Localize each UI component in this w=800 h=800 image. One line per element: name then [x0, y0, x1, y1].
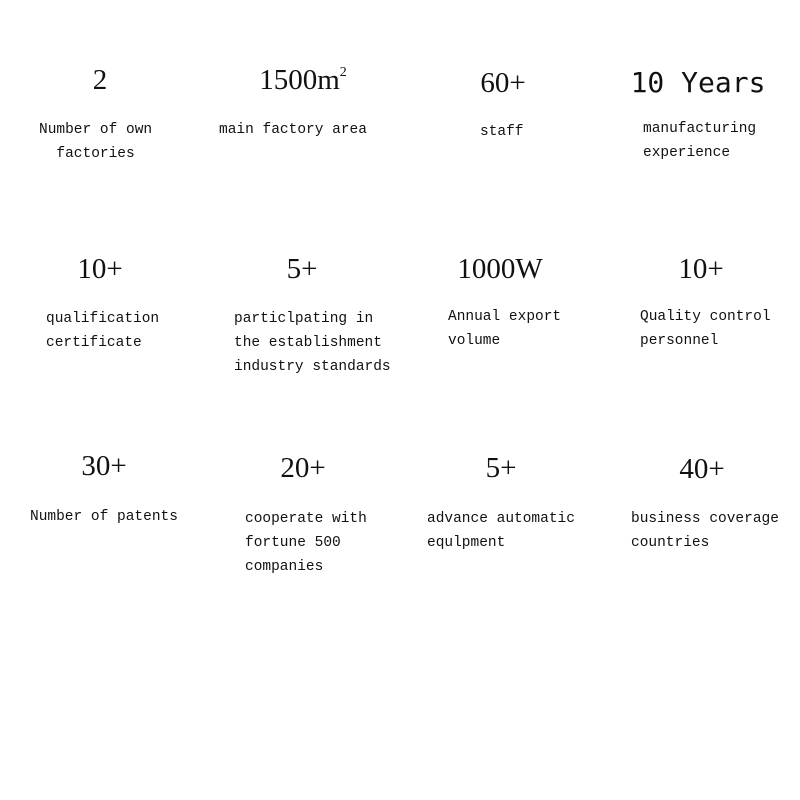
stat-label: cooperate with fortune 500 companies: [245, 511, 367, 575]
stat-value: 1000W: [457, 253, 543, 285]
stat-value: 5+: [286, 253, 318, 285]
stat-value: 10 Years: [630, 66, 766, 99]
stat-label: advance automatic equlpment: [427, 511, 575, 551]
stat-label: manufacturing experience: [643, 121, 757, 161]
stat-value: 60+: [480, 67, 526, 99]
stat-value: $1500m^2$: [259, 64, 347, 96]
stat-label: Number of patents: [30, 509, 178, 525]
stat-value: 30+: [81, 450, 127, 482]
stat-value: 20+: [280, 452, 326, 484]
stat-label: particlpating in the establishment industry standards: [234, 311, 391, 375]
stat-value: 10+: [678, 253, 724, 285]
stat-label: business coverage countries: [631, 511, 779, 551]
stat-label: staff: [480, 124, 524, 140]
stat-label: main factory area: [219, 122, 367, 138]
stat-label: qualification certificate: [46, 311, 160, 351]
stat-value: 10+: [77, 253, 123, 285]
stat-value: 2: [92, 64, 108, 96]
stat-label: Number of own factories: [39, 122, 153, 162]
stat-value: 5+: [485, 452, 517, 484]
stat-label: Annual export volume: [448, 309, 562, 349]
stat-label: Quality control personnel: [640, 309, 771, 349]
stat-value: 40+: [679, 453, 725, 485]
